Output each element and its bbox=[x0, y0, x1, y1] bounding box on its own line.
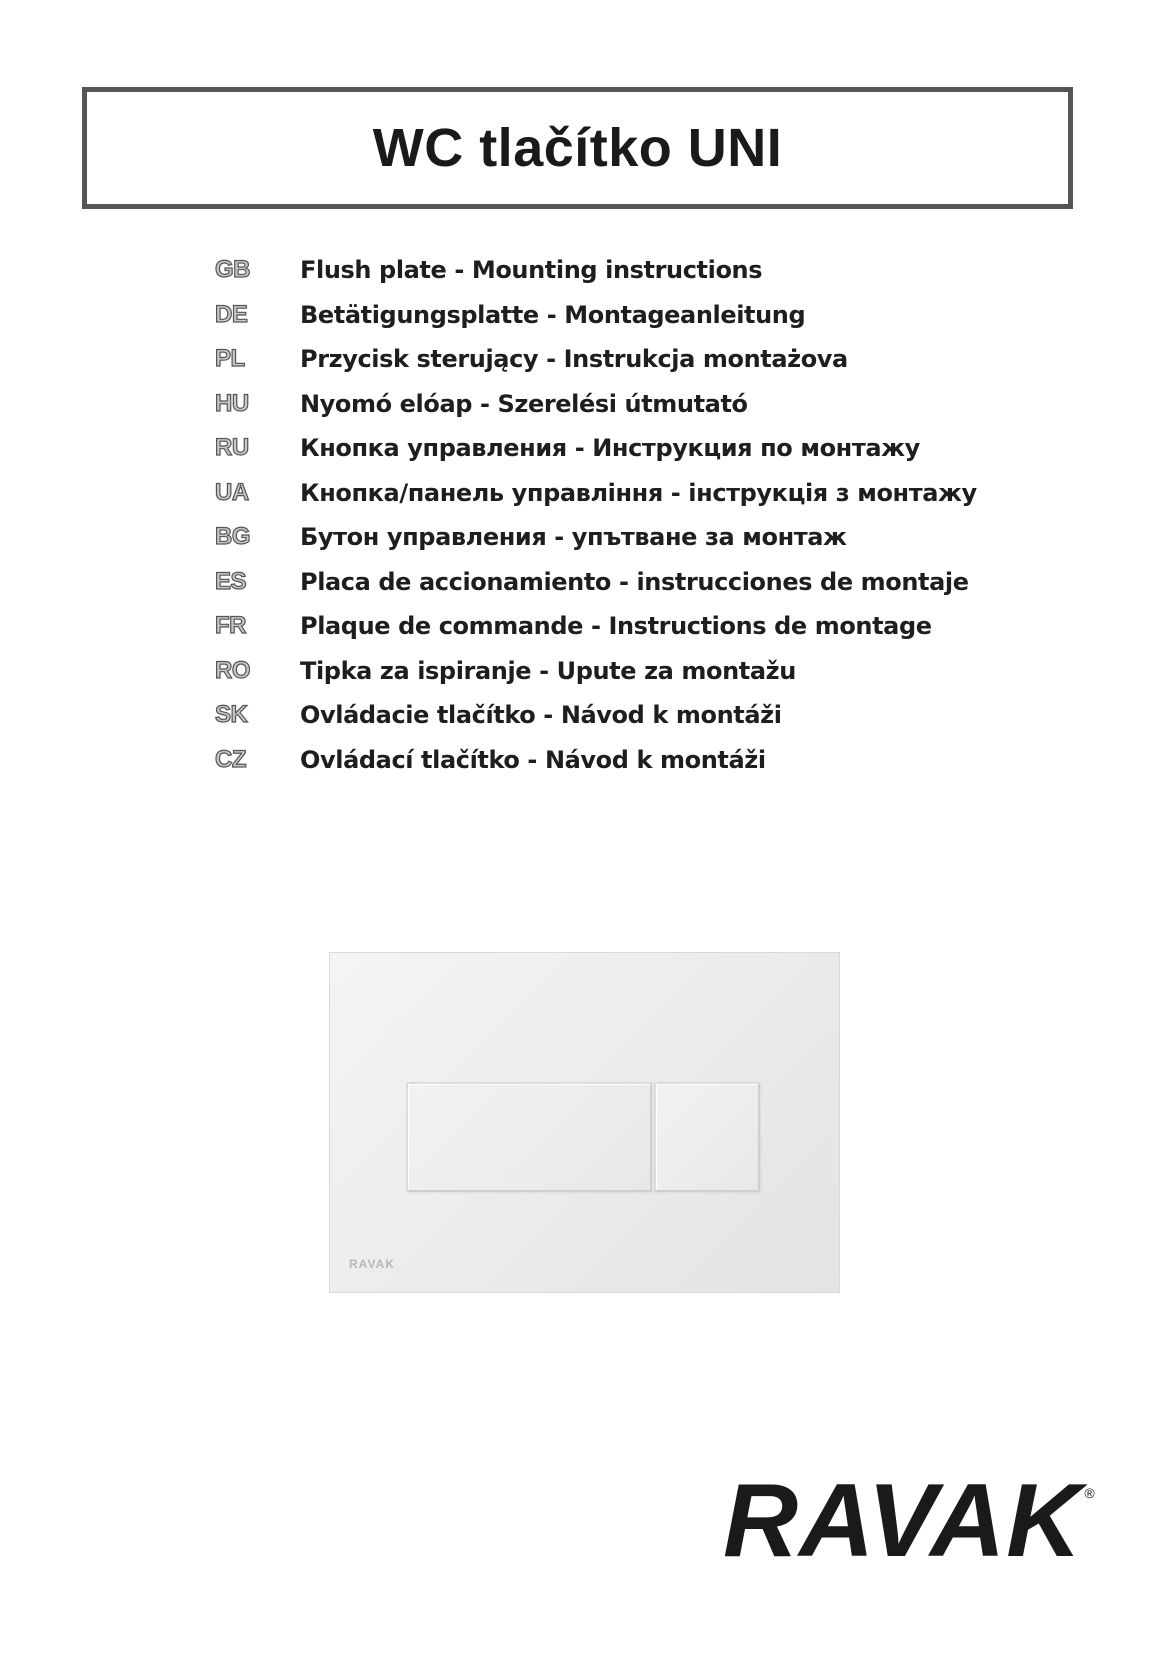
language-title: Nyomó elóap - Szerelési útmutató bbox=[300, 389, 748, 418]
brand-logo bbox=[723, 1463, 1095, 1579]
language-row bbox=[215, 471, 1095, 516]
language-row bbox=[215, 649, 1095, 694]
title-box bbox=[82, 87, 1073, 209]
language-title: Ovládacie tlačítko - Návod k montáži bbox=[300, 701, 782, 730]
language-code: ES bbox=[215, 567, 247, 595]
language-code: UA bbox=[215, 478, 249, 506]
language-code: FR bbox=[215, 612, 246, 640]
language-title: Кнопка/панель управління - інструкція з монтажу bbox=[300, 478, 977, 507]
language-row bbox=[215, 337, 1095, 382]
language-code: BG bbox=[215, 523, 250, 551]
language-code: DE bbox=[215, 300, 248, 328]
language-title: Plaque de commande - Instructions de montage bbox=[300, 612, 932, 641]
language-row bbox=[215, 693, 1095, 738]
language-title: Flush plate - Mounting instructions bbox=[300, 256, 763, 285]
language-row bbox=[215, 738, 1095, 783]
brand-name: RAVAK bbox=[723, 1463, 1083, 1579]
language-code: RU bbox=[215, 434, 249, 462]
language-row bbox=[215, 560, 1095, 605]
document-title: WC tlačítko UNI bbox=[372, 118, 783, 178]
language-row bbox=[215, 426, 1095, 471]
language-row bbox=[215, 293, 1095, 338]
language-row bbox=[215, 604, 1095, 649]
language-code: RO bbox=[215, 656, 250, 684]
language-title: Przycisk sterujący - Instrukcja montażova bbox=[300, 345, 848, 374]
language-code: PL bbox=[215, 345, 245, 373]
language-title: Placa de accionamiento - instrucciones de montaje bbox=[300, 567, 969, 596]
language-title: Ovládací tlačítko - Návod k montáži bbox=[300, 745, 766, 774]
language-title: Бутон управления - упътване за монтаж bbox=[300, 523, 847, 552]
language-row bbox=[215, 515, 1095, 560]
language-title: Betätigungsplatte - Montageanleitung bbox=[300, 300, 806, 329]
plate-logo: RAVAK bbox=[349, 1257, 395, 1271]
language-title: Кнопка управления - Инструкция по монтажу bbox=[300, 434, 920, 463]
language-row bbox=[215, 248, 1095, 293]
full-flush-button-image bbox=[406, 1082, 652, 1192]
language-row bbox=[215, 382, 1095, 427]
flush-plate-image bbox=[329, 952, 840, 1293]
language-code: GB bbox=[215, 256, 250, 284]
registered-mark: ® bbox=[1084, 1485, 1095, 1501]
half-flush-button-image bbox=[654, 1082, 760, 1192]
language-code: HU bbox=[215, 389, 249, 417]
language-code: SK bbox=[215, 701, 248, 729]
language-title: Tipka za ispiranje - Upute za montažu bbox=[300, 656, 796, 685]
language-list bbox=[215, 248, 1095, 782]
language-code: CZ bbox=[215, 745, 246, 773]
